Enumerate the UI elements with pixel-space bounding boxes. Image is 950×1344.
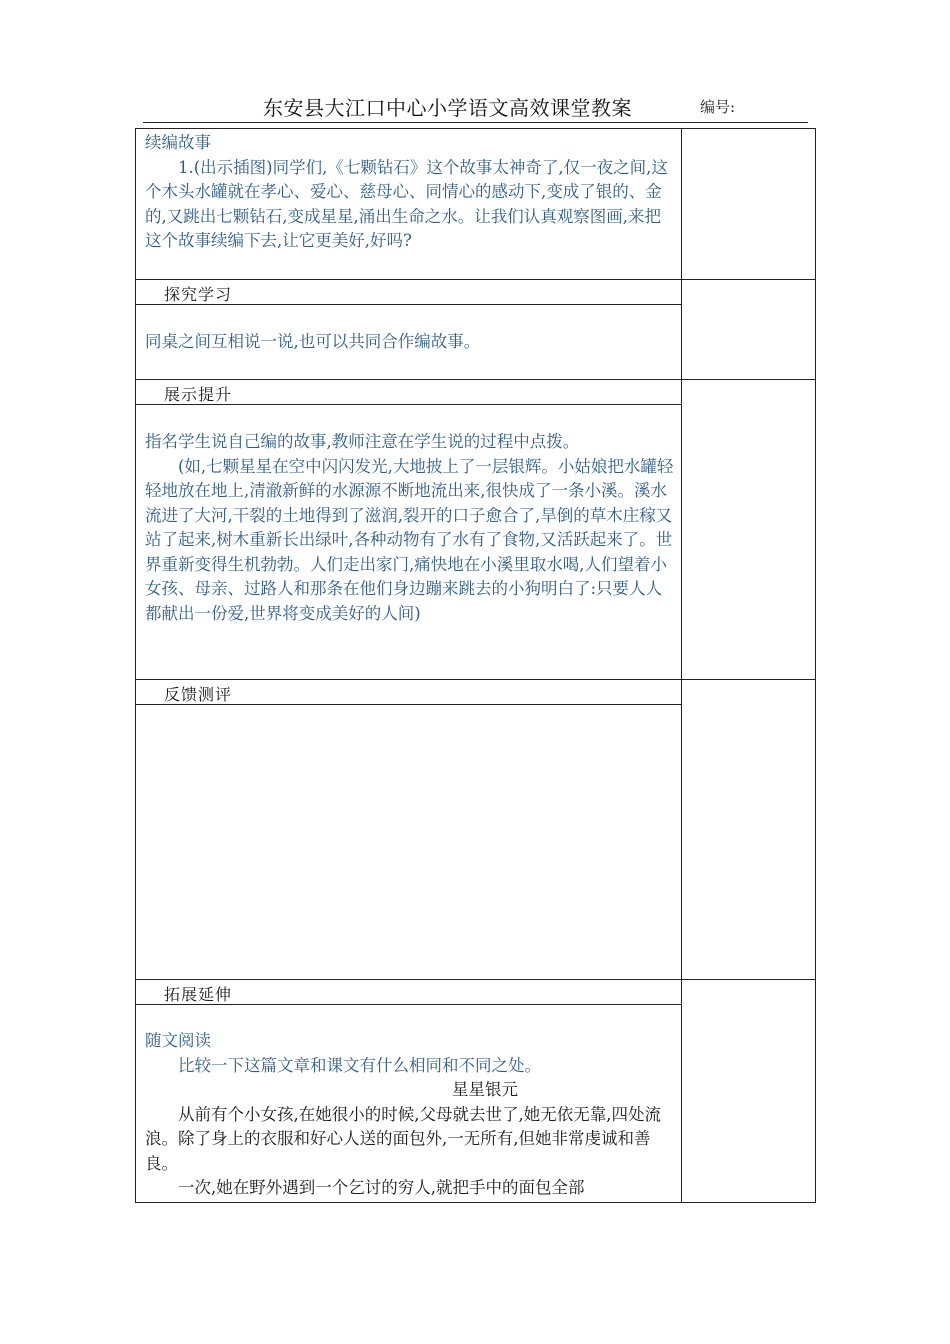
section-present-body: [145, 430, 675, 626]
reading-instruction: 比较一下这篇文章和课文有什么相同和不同之处。: [178, 1055, 541, 1075]
section-body: 1.(出示插图)同学们,《七颗钻石》这个故事太神奇了,仅一夜之间,这个木头水罐就在孝心、爱心、慈母心、同情心的感动下,变成了银的、金的,又跳出七颗钻石,变成星星,涌出生命之水。让我们认真观察图画,来把这个故事续编下去,让它更美好,好吗?: [145, 157, 668, 250]
section-extend-body: [145, 1029, 675, 1201]
document-title: 东安县大江口中心小学语文高效课堂教案: [263, 96, 632, 120]
row-divider: [136, 379, 815, 380]
section-retell-story: [145, 131, 675, 254]
story-title: 星星银元: [452, 1080, 518, 1099]
column-divider: [681, 129, 682, 1202]
section-explore-body: [145, 330, 675, 355]
section-label-explore: 探究学习: [164, 285, 233, 304]
row-divider: [136, 279, 815, 280]
row-divider: [136, 979, 815, 980]
section-label-extend: 拓展延伸: [164, 985, 233, 1004]
section-body-example: (如,七颗星星在空中闪闪发光,大地披上了一层银辉。小姑娘把水罐轻轻地放在地上,清澈新鲜的水源源不断地流出来,很快成了一条小溪。溪水流进了大河,干裂的土地得到了滋润,裂开的口子愈合了,旱倒的草木庄稼又站了起来,树木重新长出绿叶,各种动物有了水有了食物,又活跃起来了。世界重新变得生机勃勃。人们走出家门,痛快地在小溪里取水喝,人们望着小女孩、母亲、过路人和那条在他们身边蹦来跳去的小狗明白了:只要人人都献出一份爱,世界将变成美好的人间): [145, 456, 674, 623]
row-divider: [136, 679, 815, 680]
reading-heading: 随文阅读: [145, 1031, 211, 1050]
section-body: 同桌之间互相说一说,也可以共同合作编故事。: [145, 332, 481, 351]
section-title: 续编故事: [145, 133, 211, 152]
lesson-plan-table: [135, 128, 816, 1203]
document-header: [143, 92, 808, 123]
section-body-line: 指名学生说自己编的故事,教师注意在学生说的过程中点拨。: [145, 432, 580, 451]
section-label-feedback: 反馈测评: [164, 685, 233, 704]
story-paragraph: 从前有个小女孩,在她很小的时候,父母就去世了,她无依无靠,四处流浪。除了身上的衣服和好心人送的面包外,一无所有,但她非常虔诚和善良。: [145, 1104, 661, 1173]
document-number-label: 编号:: [700, 98, 736, 116]
section-label-present: 展示提升: [164, 385, 233, 404]
story-paragraph: 一次,她在野外遇到一个乞讨的穷人,就把手中的面包全部: [178, 1178, 585, 1197]
